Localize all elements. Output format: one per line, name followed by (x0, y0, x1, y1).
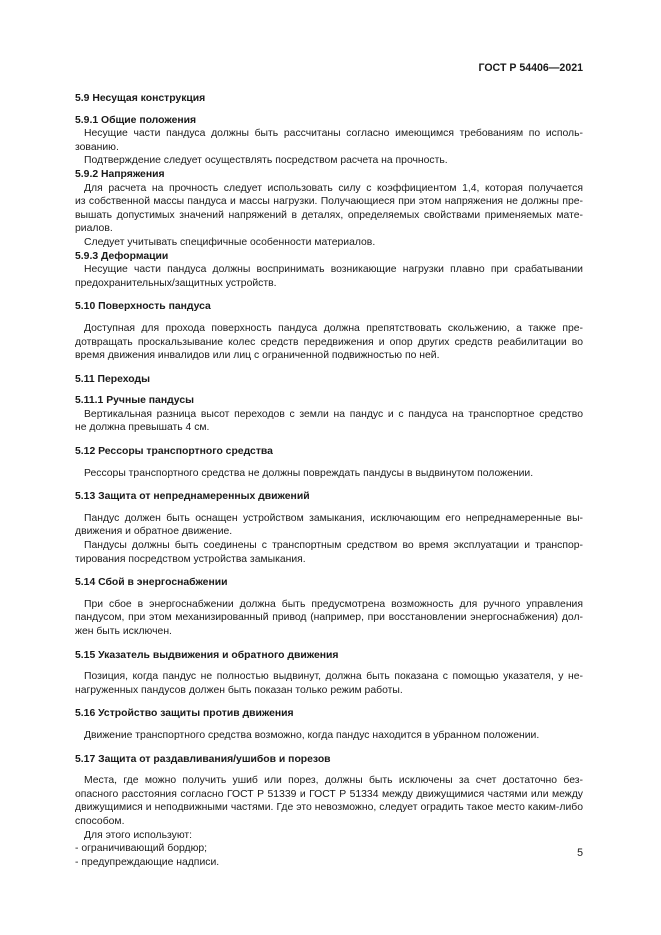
text-line: Рессоры транспортного средства не должны повреждать пандусы в выдвинутом положении. (84, 467, 534, 479)
text-line: Пандусы должны быть соединены с транспортным средством во время эксплуатации и транспор- (84, 540, 583, 552)
section-heading: 5.10 Поверхность пандуса (75, 301, 211, 313)
paragraph (75, 127, 583, 154)
section-heading: 5.12 Рессоры транспортного средства (75, 446, 273, 458)
text-line: Несущие части пандуса должны воспринимать возникающие нагрузки плавно при срабатывании (84, 264, 583, 276)
section-heading: 5.11.1 Ручные пандусы (75, 395, 194, 407)
paragraph (75, 598, 583, 639)
text-line: Для расчета на прочность следует использовать силу с коэффициентом 1,4, которая получается (84, 182, 583, 194)
paragraph (75, 154, 583, 168)
paragraph (75, 670, 583, 697)
section-heading: 5.15 Указатель выдвижения и обратного движения (75, 649, 339, 661)
section-heading: 5.9.2 Напряжения (75, 168, 165, 180)
text-line: способом. (75, 815, 125, 827)
text-line: нагруженных пандусов должен быть показан только режим работы. (75, 684, 403, 696)
section-heading: 5.14 Сбой в энергоснабжении (75, 577, 228, 589)
text-line: тирования посредством устройства замыкания. (75, 553, 306, 565)
text-line: Места, где можно получить ушиб или порез, должны быть исключены за счет достаточно без- (84, 775, 583, 787)
text-line: риалов. (75, 223, 113, 235)
paragraph (75, 774, 583, 828)
text-line: предохранительных/защитных устройств. (75, 277, 277, 289)
paragraph (75, 236, 583, 250)
text-line: пандусом, при этом механизированный привод (например, при восстановлении энергоснабжения) дол- (75, 612, 583, 624)
text-line: не должна превышать 4 см. (75, 422, 210, 434)
text-line: из собственной массы пандуса и массы нагрузки. Получающиеся при этом напряжения не должны пре- (75, 196, 583, 208)
text-line: движущимися и неподвижными частями. Где это невозможно, следует оградить такое место каким-либо (75, 802, 583, 814)
document-header: ГОСТ Р 54406—2021 (478, 62, 583, 74)
list-item: - предупреждающие надписи. (75, 856, 220, 868)
paragraph (75, 512, 583, 539)
section-heading: 5.9.1 Общие положения (75, 114, 197, 126)
paragraph (75, 729, 583, 743)
text-line: зованию. (75, 141, 119, 153)
text-line: вышать допустимых значений напряжений в деталях, определяемых свойствами применяемых мате- (75, 209, 583, 221)
text-line: время движения инвалидов или лиц с ограниченной подвижностью по ней. (75, 350, 440, 362)
text-line: Доступная для прохода поверхность пандуса должна препятствовать скольжению, а также пре- (84, 322, 583, 334)
text-line: Вертикальная разница высот переходов с земли на пандус и с пандуса на транспортное средство (84, 408, 583, 420)
document-body (75, 92, 583, 869)
page-number: 5 (577, 847, 583, 859)
text-line: Следует учитывать специфичные особенности материалов. (84, 236, 376, 248)
text-line: Пандус должен быть оснащен устройством замыкания, исключающим его непреднамеренные вы- (84, 512, 583, 524)
paragraph (75, 467, 583, 481)
section-heading: 5.11 Переходы (75, 373, 150, 385)
text-line: Для этого используют: (84, 829, 193, 841)
paragraph (75, 539, 583, 566)
text-line: опасного расстояния согласно ГОСТ Р 51339 и ГОСТ Р 51334 между движущимися частями или между (75, 788, 583, 800)
section-heading: 5.17 Защита от раздавливания/ушибов и порезов (75, 753, 331, 765)
section-heading: 5.9.3 Деформации (75, 250, 169, 262)
section-heading: 5.9 Несущая конструкция (75, 93, 206, 104)
paragraph (75, 322, 583, 363)
paragraph (75, 408, 583, 435)
paragraph (75, 263, 583, 290)
list-item: - ограничивающий бордюр; (75, 843, 208, 855)
paragraph (75, 182, 583, 236)
text-line: При сбое в энергоснабжении должна быть предусмотрена возможность для ручного управления (84, 598, 583, 610)
section-heading: 5.13 Защита от непреднамеренных движений (75, 491, 310, 503)
section-heading: 5.16 Устройство защиты против движения (75, 708, 294, 720)
text-line: дотвращать проскальзывание колес средств передвижения и опор других средств реабилитации во (75, 336, 583, 348)
text-line: Подтверждение следует осуществлять посредством расчета на прочность. (84, 155, 448, 167)
text-line: Движение транспортного средства возможно, когда пандус находится в убранном положении. (84, 729, 540, 741)
text-line: Позиция, когда пандус не полностью выдвинут, должна быть показана с помощью указателя, у не- (84, 671, 583, 683)
paragraph (75, 829, 583, 843)
text-line: жен быть исключен. (75, 626, 172, 637)
text-line: Несущие части пандуса должны быть рассчитаны согласно имеющимся требованиям по исполь- (84, 128, 583, 140)
text-line: движения и обратное движение. (75, 526, 233, 538)
